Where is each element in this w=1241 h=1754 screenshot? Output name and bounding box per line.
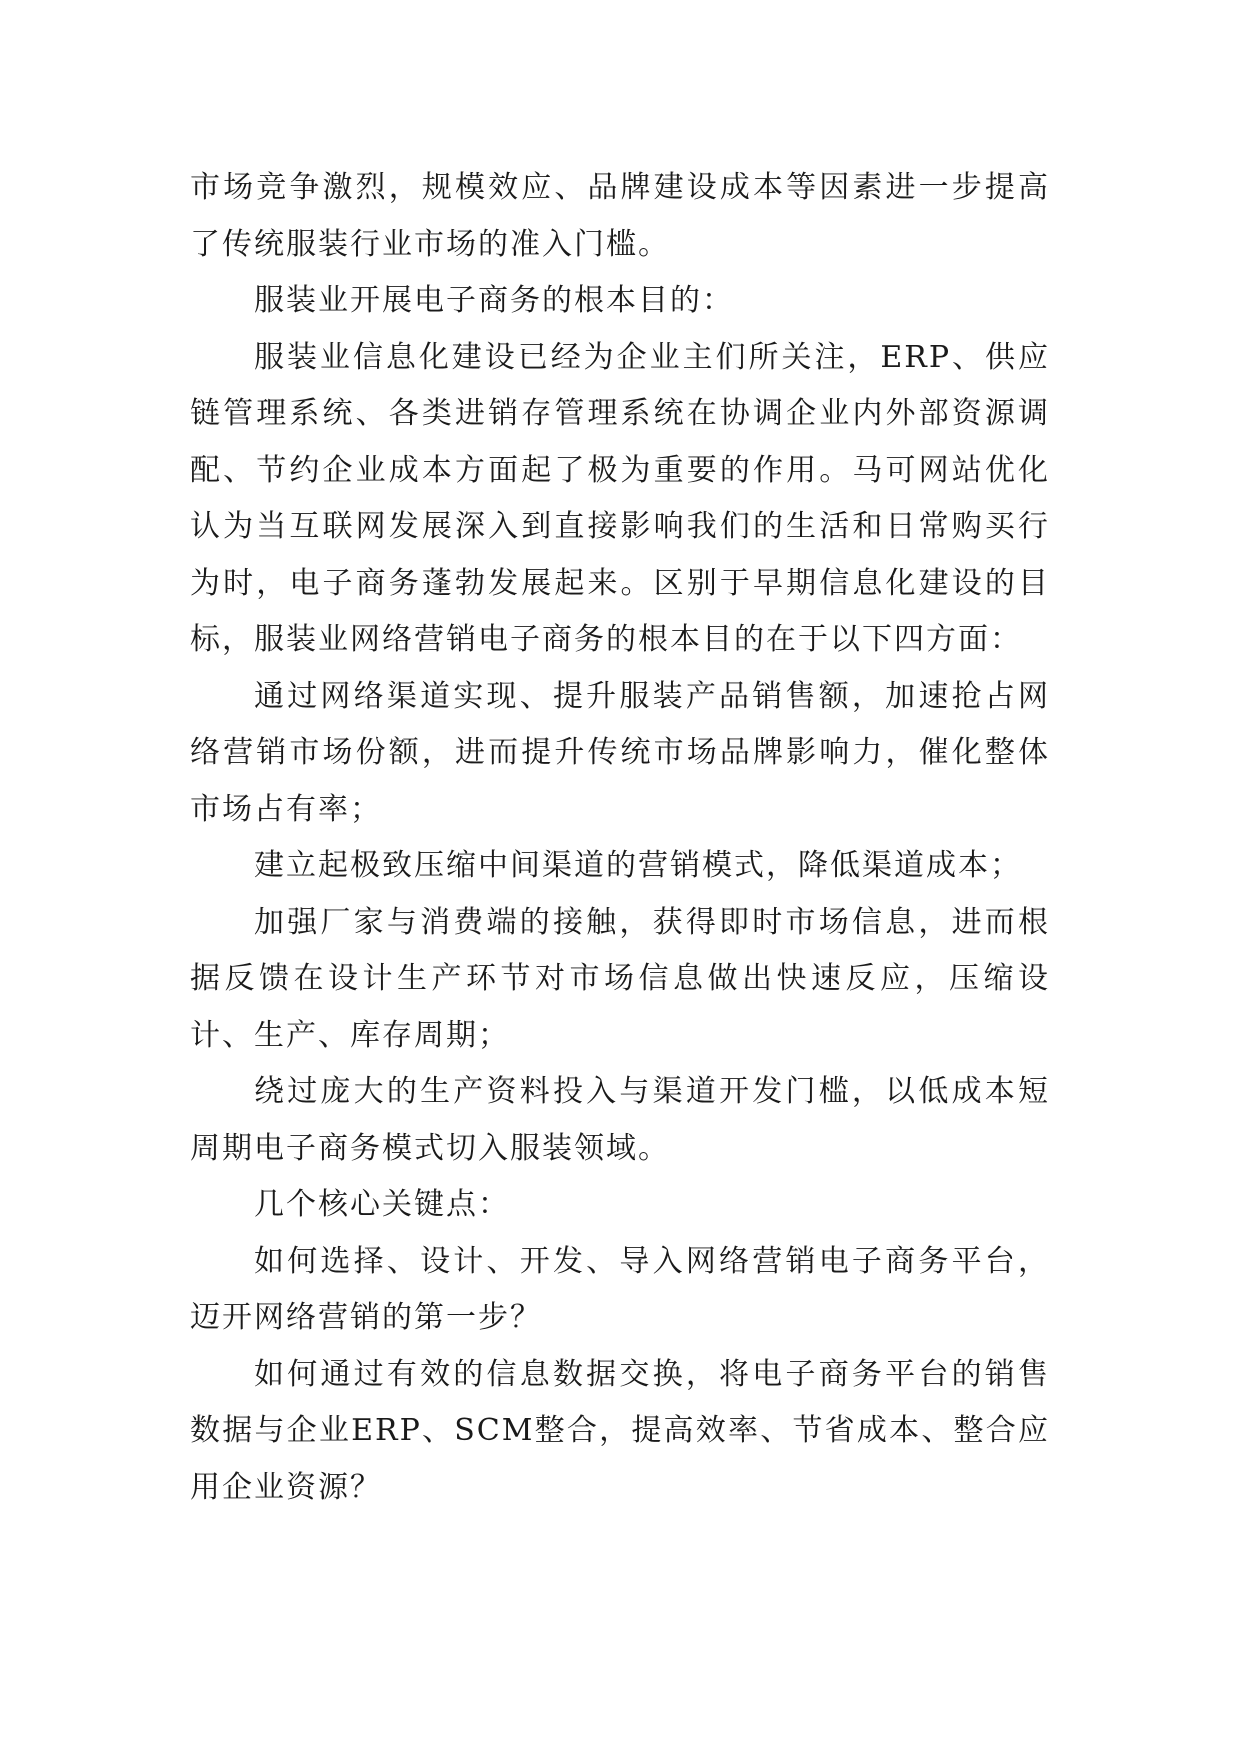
paragraph-3: 服装业信息化建设已经为企业主们所关注，ERP、供应链管理系统、各类进销存管理系统在协调企业内外部资源调配、节约企业成本方面起了极为重要的作用。马可网站优化认为当互联网发展深入到直接影响我们的生活和日常购买行为时，电子商务蓬勃发展起来。区别于早期信息化建设的目标，服装业网络营销电子商务的根本目的在于以下四方面： [190,339,1050,657]
paragraph-8: 几个核心关键点： [254,1187,510,1222]
paragraph-6: 加强厂家与消费端的接触，获得即时市场信息，进而根据反馈在设计生产环节对市场信息做出快速反应，压缩设计、生产、库存周期； [190,904,1050,1053]
paragraph-9: 如何选择、设计、开发、导入网络营销电子商务平台，迈开网络营销的第一步？ [190,1243,1050,1335]
paragraph-4: 通过网络渠道实现、提升服装产品销售额，加速抢占网络营销市场份额，进而提升传统市场品牌影响力，催化整体市场占有率； [190,678,1050,827]
paragraph-5: 建立起极致压缩中间渠道的营销模式，降低渠道成本； [254,848,1022,883]
paragraph-2: 服装业开展电子商务的根本目的： [254,283,734,318]
paragraph-1: 市场竞争激烈，规模效应、品牌建设成本等因素进一步提高了传统服装行业市场的准入门槛。 [190,170,1050,262]
document-body [190,160,1050,1516]
paragraph-10: 如何通过有效的信息数据交换，将电子商务平台的销售数据与企业ERP、SCM整合，提高效率、节省成本、整合应用企业资源？ [190,1356,1050,1505]
paragraph-7: 绕过庞大的生产资料投入与渠道开发门槛，以低成本短周期电子商务模式切入服装领域。 [190,1074,1050,1166]
